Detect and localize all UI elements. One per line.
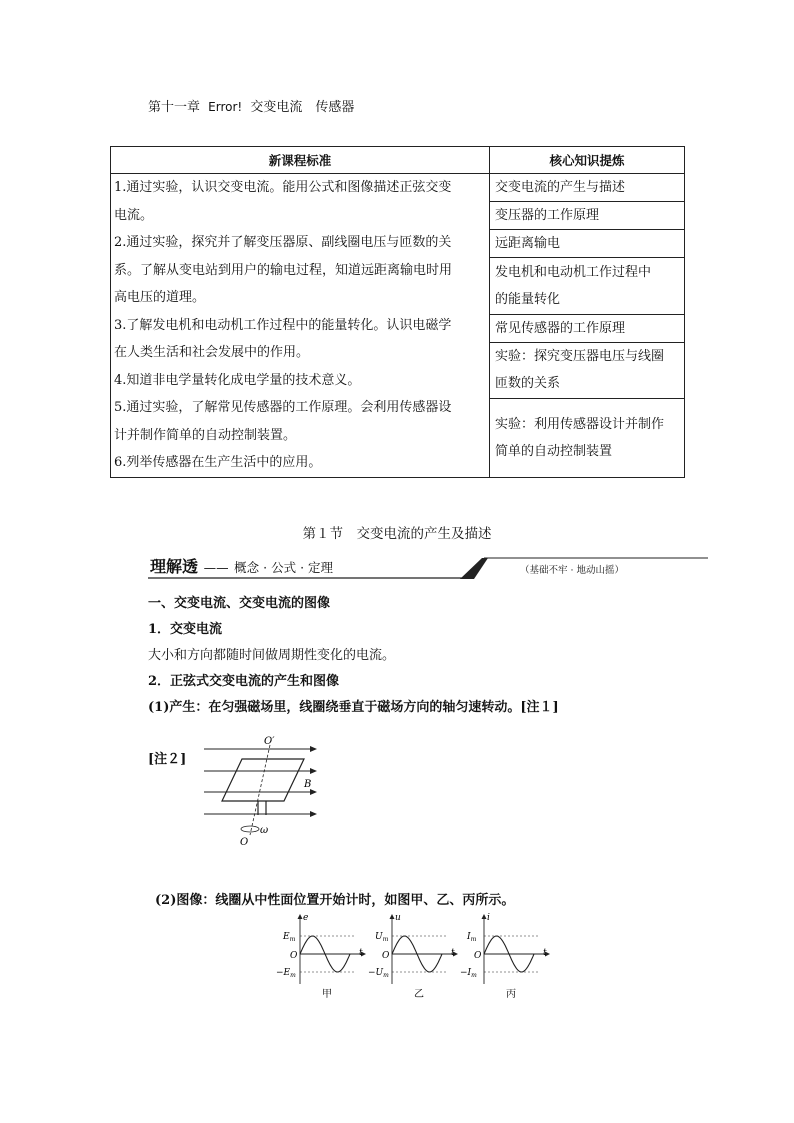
banner-subtitle: 概念 · 公式 · 定理 [234, 560, 334, 575]
banner-heading [150, 554, 333, 577]
heading-1: 一、交变电流、交变电流的图像 [148, 596, 331, 611]
wave-graphs [270, 910, 560, 1005]
x-axis-label: t [451, 948, 455, 958]
omega-label: ω [260, 825, 269, 836]
y-axis-arrow [482, 914, 487, 919]
banner-note: （基础不牢 · 地动山摇） [520, 565, 625, 576]
paragraph-graphs: (2)图像：线圈从中性面位置开始计时，如图甲、乙、丙所示。 [155, 893, 515, 908]
max-label: $U_m$ [375, 932, 389, 943]
chapter-title [148, 96, 354, 115]
section-title: 第１节 交变电流的产生及描述 [302, 526, 492, 542]
standard-line: 2.通过实验，探究并了解变压器原、副线圈电压与匝数的关 [114, 235, 452, 250]
chapter-name: 交变电流 传感器 [250, 100, 355, 115]
max-label: $E_m$ [283, 932, 296, 943]
standards-table [110, 146, 685, 478]
core-item: 常见传感器的工作原理 [490, 314, 685, 342]
core-item: 实验：利用传感器设计并制作 简单的自动控制装置 [490, 399, 685, 477]
x-axis-label: t [543, 948, 547, 958]
note-2-label: [注２] [148, 752, 187, 767]
standard-line: 电流。 [114, 207, 154, 223]
chapter-prefix: 第十一章 [148, 100, 201, 115]
standard-line: 在人类生活和社会发展中的作用。 [114, 345, 310, 360]
standard-line: 计并制作简单的自动控制装置。 [114, 427, 297, 443]
standard-line: 6.列举传感器在生产生活中的应用。 [114, 455, 322, 470]
rotation-arrow [241, 826, 259, 832]
y-axis-label: u [395, 913, 401, 923]
standard-line: 高电压的道理。 [114, 290, 206, 305]
paragraph-ac-definition: 大小和方向都随时间做周期性变化的电流。 [148, 648, 396, 663]
standard-line: 3.了解发电机和电动机工作过程中的能量转化。认识电磁学 [114, 317, 452, 333]
standards-cell [111, 174, 490, 478]
x-axis-label: t [359, 948, 363, 958]
standard-line: 5.通过实验，了解常见传感器的工作原理。会利用传感器设 [114, 400, 452, 415]
header-core: 核心知识提炼 [490, 147, 685, 174]
min-label: $-E_m$ [276, 968, 296, 979]
graph-caption: 丙 [506, 989, 516, 1000]
min-label: $-U_m$ [368, 968, 389, 979]
standard-line: 4.知道非电学量转化成电学量的技术意义。 [114, 372, 361, 388]
banner-dash: —— [203, 560, 229, 575]
y-axis-label: i [487, 913, 490, 923]
axis-top-label: O′ [264, 736, 275, 747]
y-axis-label: e [303, 913, 309, 923]
heading-1-1: 1．交变电流 [148, 622, 223, 637]
graph-caption: 甲 [322, 989, 332, 1000]
heading-1-2: 2．正弦式交变电流的产生和图像 [148, 674, 340, 689]
paragraph-generation: (1)产生：在匀强磁场里，线圈绕垂直于磁场方向的轴匀速转动。[注１] [148, 700, 559, 715]
core-item: 交变电流的产生与描述 [490, 174, 685, 202]
error-marker: Error! [208, 100, 243, 114]
core-item: 变压器的工作原理 [490, 202, 685, 230]
max-label: $I_m$ [467, 932, 477, 943]
min-label: $-I_m$ [460, 968, 477, 979]
standard-line: 系。了解从变电站到用户的输电过程，知道远距离输电时用 [114, 262, 453, 278]
y-axis-arrow [298, 914, 303, 919]
header-standards: 新课程标准 [111, 147, 490, 174]
core-item: 实验：探究变压器电压与线圈 匝数的关系 [490, 342, 685, 398]
origin-label: O [382, 951, 390, 961]
graph-caption: 乙 [414, 989, 424, 1000]
core-item: 发电机和电动机工作过程中 的能量转化 [490, 258, 685, 314]
banner-main: 理解透 [150, 557, 199, 576]
axis-bottom-label: O [240, 837, 249, 848]
origin-label: O [474, 951, 482, 961]
standard-line: 1.通过实验，认识交变电流。能用公式和图像描述正弦交变 [114, 180, 452, 195]
banner-slash [460, 558, 488, 579]
coil-diagram [200, 735, 330, 850]
core-item: 远距离输电 [490, 230, 685, 258]
coil-leads [258, 801, 266, 815]
y-axis-arrow [390, 914, 395, 919]
field-label: B [304, 779, 312, 790]
origin-label: O [290, 951, 298, 961]
coil-frame [222, 759, 304, 801]
